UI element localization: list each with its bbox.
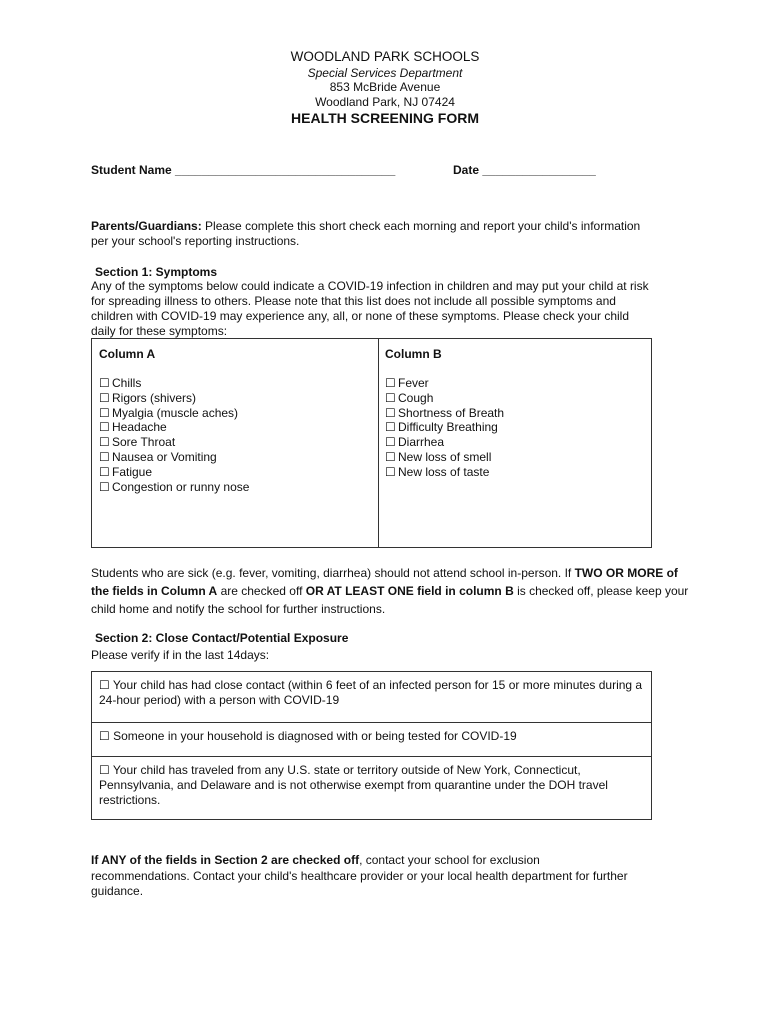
checkbox-icon[interactable]: ☐ [99, 464, 110, 479]
symptom-label: Headache [112, 420, 167, 435]
footer-text: , contact your school for exclusion recommendations. Contact your child's healthcare provider or your local health department for further guidance. [91, 853, 628, 898]
symptoms-table [91, 338, 652, 548]
column-b-title: Column B [385, 347, 442, 361]
checkbox-icon[interactable]: ☐ [99, 420, 110, 435]
section2-title: Section 2: Close Contact/Potential Exposure [95, 631, 349, 645]
date-field[interactable] [453, 163, 596, 177]
student-name-blank[interactable]: _________________________________ [175, 163, 396, 177]
intro-paragraph [91, 219, 651, 249]
school-name: WOODLAND PARK SCHOOLS [290, 49, 480, 64]
checkbox-icon[interactable]: ☐ [385, 376, 396, 390]
checkbox-icon[interactable]: ☐ [99, 405, 110, 420]
student-name-field[interactable] [91, 163, 395, 177]
symptom-label: Myalgia (muscle aches) [112, 405, 239, 420]
checkbox-icon[interactable]: ☐ [385, 390, 396, 405]
footer-bold: If ANY of the fields in Section 2 are checked off [91, 853, 360, 867]
checkbox-icon[interactable]: ☐ [99, 376, 110, 390]
symptom-label: Difficulty Breathing [398, 420, 498, 435]
intro-label: Parents/Guardians: [91, 219, 202, 233]
section2-subtitle: Please verify if in the last 14days: [91, 648, 270, 662]
exposure-label: Your child has had close contact (within 6 feet of an infected person for 15 or more minutes during a 24-hour period) with a person with COVID-19 [99, 678, 643, 707]
symptom-label: Fatigue [112, 464, 153, 479]
symptom-item[interactable] [99, 391, 249, 406]
symptom-item[interactable] [385, 465, 504, 480]
symptom-item[interactable] [385, 450, 504, 465]
symptom-item[interactable] [99, 465, 249, 480]
checkbox-icon[interactable]: ☐ [385, 435, 396, 450]
column-b-list [385, 376, 504, 480]
symptom-label: New loss of taste [398, 464, 490, 479]
column-a-list [99, 376, 249, 494]
department-name: Special Services Department [307, 66, 463, 80]
symptom-item[interactable] [385, 391, 504, 406]
notice-bold: TWO OR MORE of the fields in Column A [91, 566, 678, 598]
address-line-1: 853 McBride Avenue [329, 80, 441, 94]
exposure-item[interactable] [91, 756, 652, 820]
symptom-item[interactable] [385, 420, 504, 435]
checkbox-icon[interactable]: ☐ [385, 464, 396, 479]
symptom-label: Cough [398, 390, 434, 405]
exposure-label: Someone in your household is diagnosed with or being tested for COVID-19 [113, 729, 517, 743]
date-blank[interactable]: _________________ [482, 163, 596, 177]
checkbox-icon[interactable]: ☐ [385, 405, 396, 420]
symptom-item[interactable] [99, 420, 249, 435]
symptom-label: Diarrhea [398, 435, 445, 450]
section1-text: Any of the symptoms below could indicate a COVID-19 infection in children and may put your child at risk for spreading illness to others. Please note that this list does not include all possible symptoms and children with COVID-19 may experience any, all, or none of these symptoms. Please check your child daily for these symptoms: [91, 279, 649, 338]
symptom-label: Sore Throat [112, 435, 176, 450]
symptom-label: Congestion or runny nose [112, 479, 250, 494]
notice-text: is checked off, please keep your child home and notify the school for further instructions. [91, 584, 689, 616]
symptom-label: New loss of smell [398, 449, 492, 464]
checkbox-icon[interactable]: ☐ [99, 763, 110, 777]
column-a-title: Column A [99, 347, 156, 361]
column-divider [378, 339, 379, 547]
checkbox-icon[interactable]: ☐ [99, 729, 110, 743]
student-name-label: Student Name [91, 163, 172, 177]
symptom-label: Rigors (shivers) [112, 390, 197, 405]
section1-title: Section 1: Symptoms [95, 265, 218, 279]
symptom-label: Chills [112, 376, 142, 390]
symptom-item[interactable] [99, 435, 249, 450]
checkbox-icon[interactable]: ☐ [99, 390, 110, 405]
exposure-item[interactable] [91, 722, 652, 756]
address-line-2: Woodland Park, NJ 07424 [315, 95, 455, 109]
notice-text: are checked off [217, 584, 306, 598]
exposure-item[interactable] [91, 671, 652, 722]
checkbox-icon[interactable]: ☐ [99, 435, 110, 450]
checkbox-icon[interactable]: ☐ [385, 449, 396, 464]
checkbox-icon[interactable]: ☐ [99, 479, 110, 494]
checkbox-icon[interactable]: ☐ [99, 678, 110, 692]
intro-text: Please complete this short check each morning and report your child's information per your school's reporting instructions. [91, 219, 641, 248]
symptom-item[interactable] [99, 376, 249, 391]
footer-guidance [91, 853, 631, 900]
exclusion-notice [91, 564, 691, 618]
symptom-label: Shortness of Breath [398, 405, 505, 420]
notice-text: Students who are sick (e.g. fever, vomiting, diarrhea) should not attend school in-person. If [91, 566, 575, 580]
form-title: HEALTH SCREENING FORM [291, 110, 479, 126]
symptom-item[interactable] [99, 450, 249, 465]
symptom-item[interactable] [99, 480, 249, 495]
symptom-item[interactable] [99, 406, 249, 421]
exposure-label: Your child has traveled from any U.S. state or territory outside of New York, Connecticut, Pennsylvania, and Delaware and is not otherwise exempt from quarantine under the DOH travel restrictions. [99, 763, 608, 807]
checkbox-icon[interactable]: ☐ [385, 420, 396, 435]
symptom-label: Fever [398, 376, 429, 390]
symptom-item[interactable] [385, 435, 504, 450]
symptom-item[interactable] [385, 376, 504, 391]
notice-bold: OR AT LEAST ONE field in column B [305, 584, 514, 598]
date-label: Date [453, 163, 480, 177]
symptom-label: Nausea or Vomiting [112, 449, 217, 464]
symptom-item[interactable] [385, 406, 504, 421]
checkbox-icon[interactable]: ☐ [99, 449, 110, 464]
